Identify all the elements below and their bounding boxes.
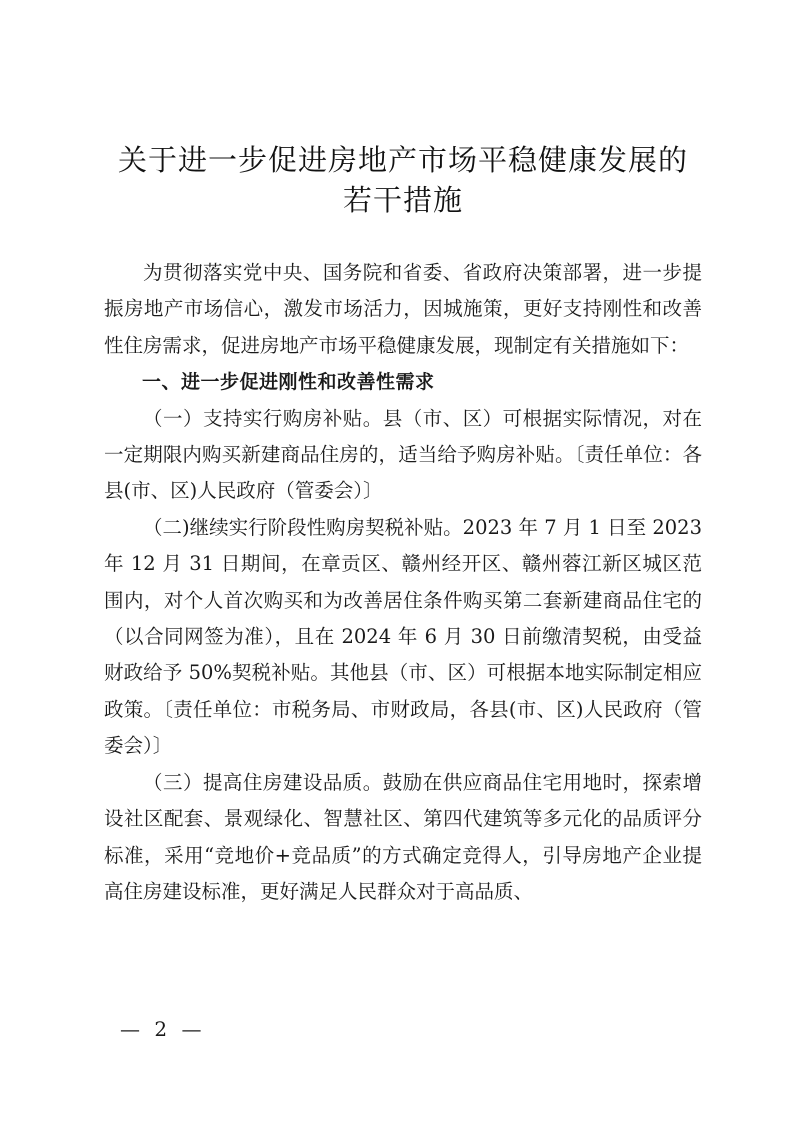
document-body — [104, 255, 702, 910]
page-number: — 2 — — [120, 1017, 206, 1041]
section1-heading: 一、进一步促进刚性和改善性需求 — [142, 371, 435, 394]
item2-paragraph: （二)继续实行阶段性购房契税补贴。2023 年 7 月 1 日至 2023 年 12 月 31 日期间，在章贡区、赣州经开区、赣州蓉江新区城区范围内，对个人首次购买和为改善居住条件购买第二套新建商品住宅的（以合同网签为准），且在 2024 年 6 月 30 日前缴清契税，由受益财政给予 50%契税补贴。其他县（市、区）可根据本地实际制定相应政策。〔责任单位：市税务局、市财政局，各县(市、区)人民政府（管委会）〕 — [104, 515, 702, 758]
intro-paragraph: 为贯彻落实党中央、国务院和省委、省政府决策部署，进一步提振房地产市场信心，激发市场活力，因城施策，更好支持刚性和改善性住房需求，促进房地产市场平稳健康发展，现制定有关措施如下： — [104, 261, 702, 357]
item3-paragraph: （三）提高住房建设品质。鼓励在供应商品住宅用地时，探索增设社区配套、景观绿化、智慧社区、第四代建筑等多元化的品质评分标准，采用“竞地价+竞品质”的方式确定竞得人，引导房地产企业提高住房建设标准，更好满足人民群众对于高品质、 — [104, 770, 702, 903]
item1-paragraph: （一）支持实行购房补贴。县（市、区）可根据实际情况，对在一定期限内购买新建商品住房的，适当给予购房补贴。〔责任单位：各县(市、区)人民政府（管委会）〕 — [104, 406, 702, 503]
document-title-line2: 若干措施 — [342, 183, 463, 217]
document-title-line1: 关于进一步促进房地产市场平稳健康发展的 — [117, 143, 688, 177]
